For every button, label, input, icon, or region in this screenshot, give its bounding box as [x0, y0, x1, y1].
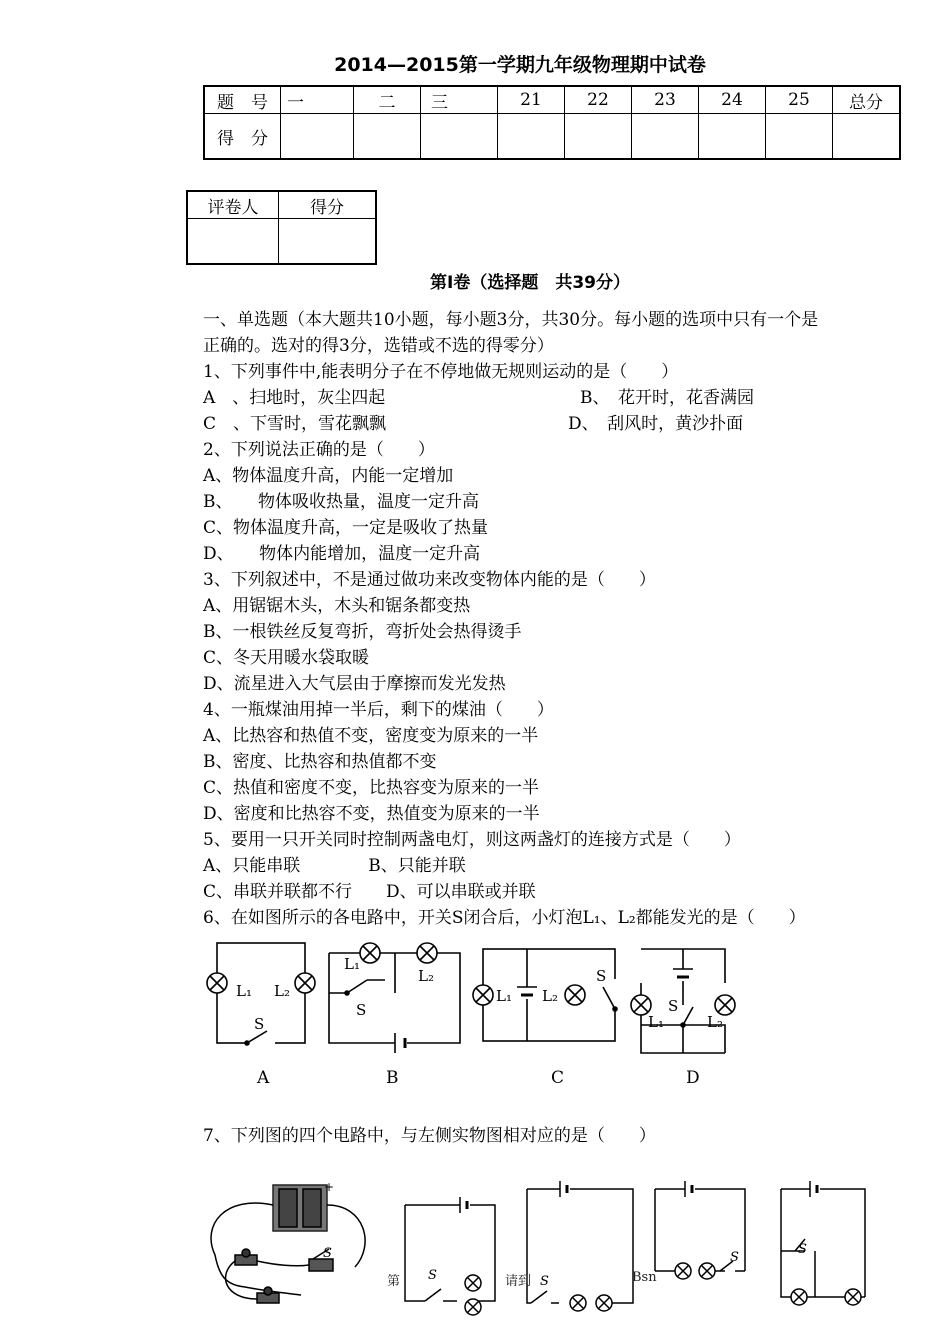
score-cell	[833, 114, 901, 160]
option: A、物体温度升高，内能一定增加	[203, 466, 454, 486]
q6-circuit-figure	[205, 935, 765, 1095]
score-cell	[281, 114, 354, 160]
score-header: 一	[281, 86, 354, 114]
question-stem: 1、下列事件中,能表明分子在不停地做无规则运动的是（ ）	[203, 362, 679, 382]
option: B、密度、比热容和热值都不变	[203, 752, 437, 772]
switch-label: S	[730, 1250, 739, 1265]
q7-circuit-figure	[205, 1175, 885, 1325]
lamp-label: L₂	[707, 1013, 723, 1031]
option: C 、下雪时，雪花飘飘	[203, 414, 387, 434]
switch-label: S	[668, 997, 679, 1015]
option: C、热值和密度不变，比热容变为原来的一半	[203, 778, 540, 798]
lamp-label: L₁	[344, 955, 360, 973]
switch-label: S	[428, 1268, 437, 1283]
footer-left: 第	[387, 1274, 401, 1289]
exam-title: 2014—2015第一学期九年级物理期中试卷	[334, 54, 706, 76]
score-header: 21	[498, 86, 565, 114]
score-cell	[632, 114, 699, 160]
score-cell	[498, 114, 565, 160]
grader-cell	[279, 219, 377, 265]
score-header: 23	[632, 86, 699, 114]
section-title: 第Ⅰ卷（选择题 共39分）	[430, 273, 630, 293]
option-label-b: B	[386, 1068, 399, 1088]
score-header: 22	[565, 86, 632, 114]
physical-circuit	[211, 1185, 365, 1303]
option: B、 花开时，花香满园	[580, 388, 754, 408]
option: B、 物体吸收热量，温度一定升高	[203, 492, 479, 512]
option-label-a: A	[257, 1068, 270, 1088]
footer-mid: 请到	[505, 1274, 532, 1289]
score-header: 三	[421, 86, 498, 114]
switch-label: S	[356, 1001, 367, 1019]
lamp-label: L₂	[274, 982, 290, 1000]
circuit-option-1	[405, 1197, 495, 1315]
option: A、比热容和热值不变，密度变为原来的一半	[203, 726, 539, 746]
option-label-c: C	[551, 1068, 565, 1088]
score-cell	[421, 114, 498, 160]
lamp-label: L₁	[648, 1013, 664, 1031]
question-stem: 5、要用一只开关同时控制两盏电灯，则这两盏灯的连接方式是（ ）	[203, 830, 741, 850]
option: A、用锯锯木头，木头和锯条都变热	[203, 596, 471, 616]
score-cell	[699, 114, 766, 160]
question-stem: 3、下列叙述中，不是通过做功来改变物体内能的是（ ）	[203, 570, 656, 590]
score-header: 总分	[833, 86, 901, 114]
switch-label: S	[798, 1242, 807, 1257]
option: D、 物体内能增加，温度一定升高	[203, 544, 481, 564]
lamp-label: L₂	[418, 967, 434, 985]
lamp-label: L₁	[496, 987, 512, 1005]
footer-right: Bsn	[632, 1270, 657, 1285]
option: A、只能串联 B、只能并联	[203, 856, 466, 876]
score-table	[203, 85, 901, 160]
question-stem: 2、下列说法正确的是（ ）	[203, 440, 435, 460]
lamp-label: L₁	[236, 982, 252, 1000]
switch-label: S	[596, 967, 607, 985]
lamp-label: L₂	[542, 987, 558, 1005]
switch-label: S	[254, 1015, 265, 1033]
option: D、密度和比热容不变，热值变为原来的一半	[203, 804, 540, 824]
grader-table	[186, 190, 377, 265]
option: C、串联并联都不行 D、可以串联或并联	[203, 882, 536, 902]
question-stem: 6、在如图所示的各电路中，开关S闭合后，小灯泡L₁、L₂都能发光的是（ ）	[203, 908, 806, 928]
circuit-d	[631, 949, 735, 1053]
option-label-d: D	[686, 1068, 700, 1088]
switch-label: S	[540, 1274, 549, 1289]
text-line: 正确的。选对的得3分，选错或不选的得零分）	[203, 336, 554, 356]
score-header: 题 号	[204, 86, 281, 114]
score-cell	[766, 114, 833, 160]
score-cell	[354, 114, 421, 160]
score-header: 二	[354, 86, 421, 114]
circuit-option-2	[527, 1181, 633, 1311]
option: B、一根铁丝反复弯折，弯折处会热得烫手	[203, 622, 522, 642]
grader-header: 得分	[279, 191, 377, 219]
score-header: 24	[699, 86, 766, 114]
option: D、 刮风时，黄沙扑面	[568, 414, 744, 434]
grader-header: 评卷人	[187, 191, 279, 219]
score-header: 25	[766, 86, 833, 114]
question-stem: 4、一瓶煤油用掉一半后，剩下的煤油（ ）	[203, 700, 554, 720]
option: D、流星进入大气层由于摩擦而发光发热	[203, 674, 506, 694]
question-stem: 7、下列图的四个电路中，与左侧实物图相对应的是（ ）	[203, 1126, 656, 1146]
switch-label: S	[323, 1246, 332, 1261]
text-line: 一、单选题（本大题共10小题，每小题3分，共30分。每小题的选项中只有一个是	[203, 310, 819, 330]
option: C、冬天用暖水袋取暖	[203, 648, 370, 668]
grader-cell	[187, 219, 279, 265]
score-row-label: 得 分	[204, 114, 281, 160]
circuit-option-4	[781, 1181, 865, 1305]
option: C、物体温度升高，一定是吸收了热量	[203, 518, 489, 538]
option: A 、扫地时，灰尘四起	[203, 388, 386, 408]
score-cell	[565, 114, 632, 160]
plus-label: +	[324, 1180, 335, 1194]
